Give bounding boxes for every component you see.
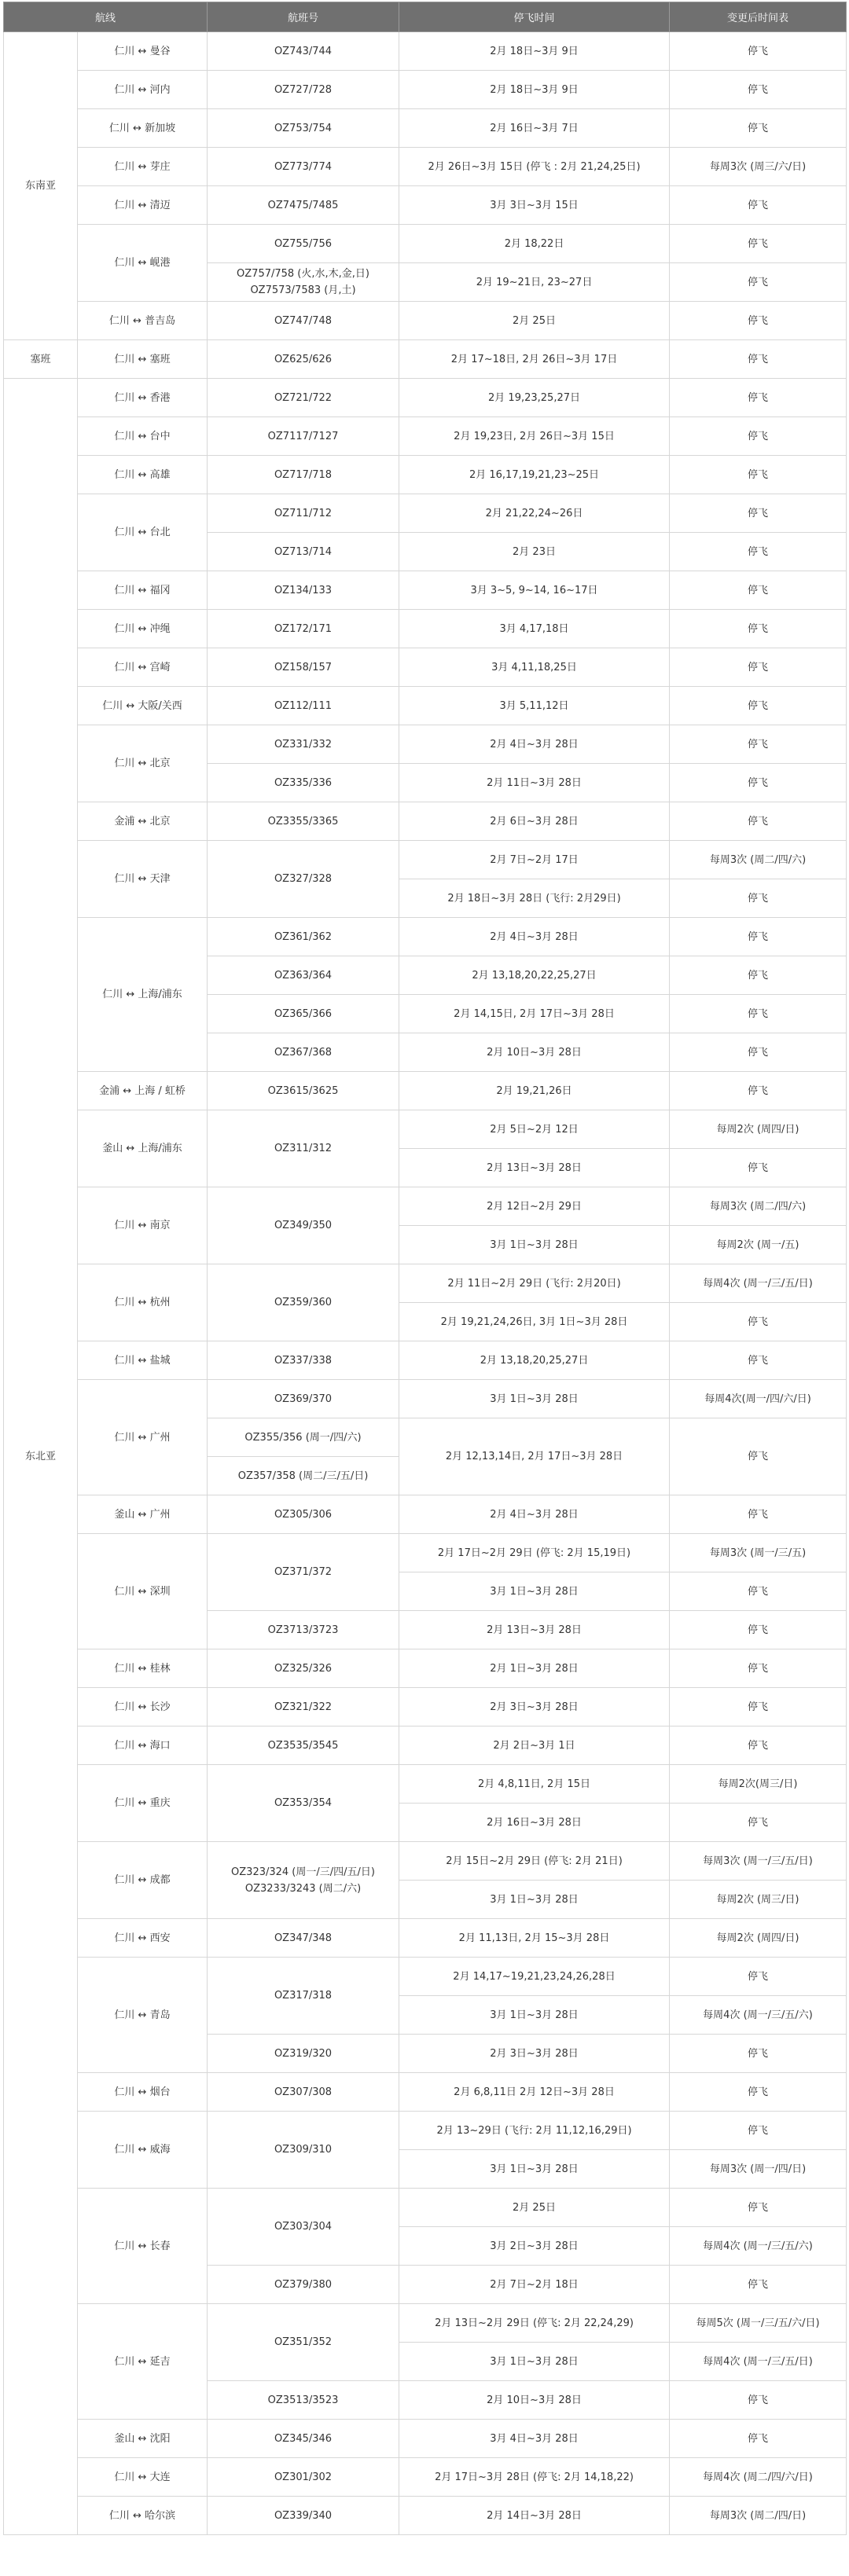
route-cell: 仁川 ↔ 杭州 bbox=[78, 1264, 208, 1341]
flight-number-cell: OZ158/157 bbox=[208, 648, 399, 687]
route-cell: 仁川 ↔ 新加坡 bbox=[78, 109, 208, 148]
schedule-cell: 停飞 bbox=[670, 456, 847, 494]
schedule-cell: 停飞 bbox=[670, 687, 847, 725]
schedule-cell: 每周2次(周三/日) bbox=[670, 1765, 847, 1804]
schedule-cell: 每周2次 (周一/五) bbox=[670, 1226, 847, 1264]
suspension-period-cell: 2月 11,13日, 2月 15~3月 28日 bbox=[399, 1919, 670, 1958]
suspension-period-cell: 2月 15日~2月 29日 (停飞: 2月 21日) bbox=[399, 1842, 670, 1881]
flight-number-cell: OZ3513/3523 bbox=[208, 2381, 399, 2420]
suspension-period-cell: 2月 19,23日, 2月 26日~3月 15日 bbox=[399, 417, 670, 456]
suspension-period-cell: 2月 6日~3月 28日 bbox=[399, 802, 670, 841]
table-row bbox=[4, 109, 847, 148]
route-cell: 金浦 ↔ 北京 bbox=[78, 802, 208, 841]
table-row bbox=[4, 802, 847, 841]
region-cell: 东北亚 bbox=[4, 379, 78, 2535]
schedule-cell: 停飞 bbox=[670, 918, 847, 956]
suspension-period-cell: 3月 3日~3月 15日 bbox=[399, 186, 670, 225]
schedule-cell: 停飞 bbox=[670, 2266, 847, 2304]
suspension-period-cell: 2月 14,15日, 2月 17日~3月 28日 bbox=[399, 995, 670, 1033]
flight-number-cell: OZ3355/3365 bbox=[208, 802, 399, 841]
schedule-cell: 停飞 bbox=[670, 263, 847, 302]
suspension-period-cell: 2月 17~18日, 2月 26日~3月 17日 bbox=[399, 340, 670, 379]
table-row bbox=[4, 494, 847, 533]
suspension-period-cell: 3月 5,11,12日 bbox=[399, 687, 670, 725]
table-row bbox=[4, 841, 847, 879]
flight-number-cell: OZ305/306 bbox=[208, 1495, 399, 1534]
schedule-cell: 停飞 bbox=[670, 494, 847, 533]
suspension-period-cell: 2月 23日 bbox=[399, 533, 670, 571]
schedule-cell: 停飞 bbox=[670, 71, 847, 109]
flight-number-cell: OZ349/350 bbox=[208, 1187, 399, 1264]
schedule-cell: 停飞 bbox=[670, 1033, 847, 1072]
schedule-cell: 停飞 bbox=[670, 417, 847, 456]
schedule-cell: 停飞 bbox=[670, 1149, 847, 1187]
flight-number-cell: OZ365/366 bbox=[208, 995, 399, 1033]
schedule-cell: 停飞 bbox=[670, 1649, 847, 1688]
suspension-period-cell: 2月 5日~2月 12日 bbox=[399, 1110, 670, 1149]
flight-number-cell: OZ727/728 bbox=[208, 71, 399, 109]
flight-number-cell: OZ3615/3625 bbox=[208, 1072, 399, 1110]
table-row bbox=[4, 1919, 847, 1958]
route-cell: 仁川 ↔ 芽庄 bbox=[78, 148, 208, 186]
table-row bbox=[4, 1341, 847, 1380]
table-row bbox=[4, 648, 847, 687]
schedule-cell: 停飞 bbox=[670, 764, 847, 802]
header-route: 航线 bbox=[4, 2, 208, 32]
route-cell: 仁川 ↔ 成都 bbox=[78, 1842, 208, 1919]
suspension-period-cell: 3月 1日~3月 28日 bbox=[399, 1380, 670, 1418]
table-row bbox=[4, 2497, 847, 2535]
route-cell: 仁川 ↔ 长沙 bbox=[78, 1688, 208, 1727]
flight-number-cell: OZ711/712 bbox=[208, 494, 399, 533]
schedule-cell: 停飞 bbox=[670, 533, 847, 571]
flight-number-cell: OZ345/346 bbox=[208, 2420, 399, 2458]
suspension-period-cell: 2月 21,22,24~26日 bbox=[399, 494, 670, 533]
route-cell: 仁川 ↔ 台北 bbox=[78, 494, 208, 571]
suspension-period-cell: 2月 13日~2月 29日 (停飞: 2月 22,24,29) bbox=[399, 2304, 670, 2343]
route-cell: 仁川 ↔ 宫崎 bbox=[78, 648, 208, 687]
table-row bbox=[4, 302, 847, 340]
schedule-body bbox=[4, 32, 847, 2535]
flight-number-cell: OZ335/336 bbox=[208, 764, 399, 802]
route-cell: 仁川 ↔ 大连 bbox=[78, 2458, 208, 2497]
schedule-cell: 每周3次 (周一/四/日) bbox=[670, 2150, 847, 2189]
flight-number-cell: OZ625/626 bbox=[208, 340, 399, 379]
suspension-period-cell: 2月 11日~3月 28日 bbox=[399, 764, 670, 802]
schedule-cell: 停飞 bbox=[670, 956, 847, 995]
suspension-period-cell: 2月 19~21日, 23~27日 bbox=[399, 263, 670, 302]
schedule-cell: 停飞 bbox=[670, 32, 847, 71]
header-new-schedule: 变更后时间表 bbox=[670, 2, 847, 32]
table-row bbox=[4, 1649, 847, 1688]
suspension-period-cell: 2月 3日~3月 28日 bbox=[399, 2035, 670, 2073]
suspension-period-cell: 3月 1日~3月 28日 bbox=[399, 1572, 670, 1611]
suspension-period-cell: 3月 4,17,18日 bbox=[399, 610, 670, 648]
flight-number-cell: OZ753/754 bbox=[208, 109, 399, 148]
schedule-cell: 停飞 bbox=[670, 186, 847, 225]
table-row bbox=[4, 186, 847, 225]
schedule-cell: 停飞 bbox=[670, 1727, 847, 1765]
flight-number-cell: OZ172/171 bbox=[208, 610, 399, 648]
route-cell: 仁川 ↔ 青岛 bbox=[78, 1958, 208, 2073]
suspension-period-cell: 2月 1日~3月 28日 bbox=[399, 1649, 670, 1688]
schedule-cell: 停飞 bbox=[670, 1341, 847, 1380]
schedule-cell: 停飞 bbox=[670, 2420, 847, 2458]
flight-number-cell: OZ303/304 bbox=[208, 2189, 399, 2266]
table-row bbox=[4, 2304, 847, 2343]
schedule-cell: 停飞 bbox=[670, 571, 847, 610]
schedule-cell: 每周3次 (周一/三/五/日) bbox=[670, 1842, 847, 1881]
flight-number-cell: OZ755/756 bbox=[208, 225, 399, 263]
suspension-period-cell: 2月 16日~3月 7日 bbox=[399, 109, 670, 148]
route-cell: 仁川 ↔ 深圳 bbox=[78, 1534, 208, 1649]
suspension-period-cell: 2月 25日 bbox=[399, 302, 670, 340]
schedule-cell: 停飞 bbox=[670, 302, 847, 340]
schedule-cell: 每周4次 (周一/三/五/六) bbox=[670, 2227, 847, 2266]
schedule-cell: 停飞 bbox=[670, 995, 847, 1033]
route-cell: 仁川 ↔ 威海 bbox=[78, 2112, 208, 2189]
suspension-period-cell: 3月 4日~3月 28日 bbox=[399, 2420, 670, 2458]
table-row bbox=[4, 32, 847, 71]
table-row bbox=[4, 1264, 847, 1303]
suspension-period-cell: 2月 2日~3月 1日 bbox=[399, 1727, 670, 1765]
schedule-cell: 停飞 bbox=[670, 802, 847, 841]
flight-number-cell: OZ112/111 bbox=[208, 687, 399, 725]
schedule-cell: 停飞 bbox=[670, 1303, 847, 1341]
route-cell: 仁川 ↔ 大阪/关西 bbox=[78, 687, 208, 725]
flight-number-cell: OZ361/362 bbox=[208, 918, 399, 956]
suspension-period-cell: 2月 13日~3月 28日 bbox=[399, 1611, 670, 1649]
flight-number-cell: OZ307/308 bbox=[208, 2073, 399, 2112]
table-row bbox=[4, 2189, 847, 2227]
route-cell: 仁川 ↔ 香港 bbox=[78, 379, 208, 417]
flight-number-cell: OZ323/324 (周一/三/四/五/日) OZ3233/3243 (周二/六) bbox=[208, 1842, 399, 1919]
header-row bbox=[4, 2, 847, 32]
schedule-cell: 每周2次 (周三/日) bbox=[670, 1881, 847, 1919]
route-cell: 仁川 ↔ 台中 bbox=[78, 417, 208, 456]
suspension-period-cell: 2月 13日~3月 28日 bbox=[399, 1149, 670, 1187]
suspension-period-cell: 2月 18日~3月 9日 bbox=[399, 71, 670, 109]
flight-number-cell: OZ321/322 bbox=[208, 1688, 399, 1727]
route-cell: 仁川 ↔ 普吉岛 bbox=[78, 302, 208, 340]
route-cell: 仁川 ↔ 广州 bbox=[78, 1380, 208, 1495]
table-row bbox=[4, 687, 847, 725]
schedule-cell: 停飞 bbox=[670, 2189, 847, 2227]
table-row bbox=[4, 1765, 847, 1804]
schedule-cell: 停飞 bbox=[670, 2381, 847, 2420]
suspension-period-cell: 2月 10日~3月 28日 bbox=[399, 2381, 670, 2420]
schedule-cell: 停飞 bbox=[670, 1958, 847, 1996]
schedule-cell: 停飞 bbox=[670, 725, 847, 764]
schedule-cell: 停飞 bbox=[670, 2073, 847, 2112]
suspension-period-cell: 2月 3日~3月 28日 bbox=[399, 1688, 670, 1727]
table-row bbox=[4, 1072, 847, 1110]
flight-number-cell: OZ353/354 bbox=[208, 1765, 399, 1842]
flight-number-cell: OZ379/380 bbox=[208, 2266, 399, 2304]
suspension-period-cell: 2月 4日~3月 28日 bbox=[399, 725, 670, 764]
route-cell: 仁川 ↔ 南京 bbox=[78, 1187, 208, 1264]
schedule-cell: 停飞 bbox=[670, 1611, 847, 1649]
suspension-period-cell: 2月 12,13,14日, 2月 17日~3月 28日 bbox=[399, 1418, 670, 1495]
flight-number-cell: OZ351/352 bbox=[208, 2304, 399, 2381]
table-row bbox=[4, 340, 847, 379]
flight-number-cell: OZ7117/7127 bbox=[208, 417, 399, 456]
table-row bbox=[4, 1727, 847, 1765]
flight-number-cell: OZ325/326 bbox=[208, 1649, 399, 1688]
flight-number-cell: OZ367/368 bbox=[208, 1033, 399, 1072]
flight-number-cell: OZ327/328 bbox=[208, 841, 399, 918]
flight-number-cell: OZ337/338 bbox=[208, 1341, 399, 1380]
table-row bbox=[4, 1842, 847, 1881]
suspension-period-cell: 2月 19,23,25,27日 bbox=[399, 379, 670, 417]
suspension-period-cell: 3月 1日~3月 28日 bbox=[399, 2343, 670, 2381]
flight-number-cell: OZ339/340 bbox=[208, 2497, 399, 2535]
schedule-cell: 每周3次 (周三/六/日) bbox=[670, 148, 847, 186]
suspension-period-cell: 3月 1日~3月 28日 bbox=[399, 1881, 670, 1919]
route-cell: 仁川 ↔ 烟台 bbox=[78, 2073, 208, 2112]
suspension-period-cell: 2月 14,17~19,21,23,24,26,28日 bbox=[399, 1958, 670, 1996]
suspension-period-cell: 3月 1日~3月 28日 bbox=[399, 2150, 670, 2189]
flight-number-cell: OZ371/372 bbox=[208, 1534, 399, 1611]
schedule-cell: 停飞 bbox=[670, 1072, 847, 1110]
flight-number-cell: OZ301/302 bbox=[208, 2458, 399, 2497]
suspension-period-cell: 3月 1日~3月 28日 bbox=[399, 1226, 670, 1264]
suspension-period-cell: 2月 16,17,19,21,23~25日 bbox=[399, 456, 670, 494]
table-row bbox=[4, 1380, 847, 1418]
route-cell: 仁川 ↔ 桂林 bbox=[78, 1649, 208, 1688]
suspension-period-cell: 2月 18日~3月 28日 (飞行: 2月29日) bbox=[399, 879, 670, 918]
route-cell: 仁川 ↔ 重庆 bbox=[78, 1765, 208, 1842]
route-cell: 仁川 ↔ 福冈 bbox=[78, 571, 208, 610]
table-row bbox=[4, 725, 847, 764]
route-cell: 仁川 ↔ 长春 bbox=[78, 2189, 208, 2304]
suspension-period-cell: 2月 11日~2月 29日 (飞行: 2月20日) bbox=[399, 1264, 670, 1303]
flight-number-cell: OZ347/348 bbox=[208, 1919, 399, 1958]
route-cell: 仁川 ↔ 岘港 bbox=[78, 225, 208, 302]
route-cell: 釜山 ↔ 上海/浦东 bbox=[78, 1110, 208, 1187]
flight-number-cell: OZ743/744 bbox=[208, 32, 399, 71]
flight-number-cell: OZ357/358 (周二/三/五/日) bbox=[208, 1457, 399, 1495]
schedule-cell: 停飞 bbox=[670, 1572, 847, 1611]
schedule-cell: 停飞 bbox=[670, 1804, 847, 1842]
route-cell: 仁川 ↔ 河内 bbox=[78, 71, 208, 109]
table-row bbox=[4, 1187, 847, 1226]
schedule-cell: 停飞 bbox=[670, 1418, 847, 1495]
flight-number-cell: OZ311/312 bbox=[208, 1110, 399, 1187]
suspension-period-cell: 2月 16日~3月 28日 bbox=[399, 1804, 670, 1842]
suspension-period-cell: 2月 13,18,20,25,27日 bbox=[399, 1341, 670, 1380]
schedule-cell: 每周2次 (周四/日) bbox=[670, 1110, 847, 1149]
region-cell: 东南亚 bbox=[4, 32, 78, 340]
schedule-cell: 停飞 bbox=[670, 610, 847, 648]
route-cell: 仁川 ↔ 塞班 bbox=[78, 340, 208, 379]
suspension-period-cell: 2月 14日~3月 28日 bbox=[399, 2497, 670, 2535]
schedule-cell: 停飞 bbox=[670, 379, 847, 417]
suspension-period-cell: 3月 3~5, 9~14, 16~17日 bbox=[399, 571, 670, 610]
schedule-cell: 停飞 bbox=[670, 879, 847, 918]
table-row bbox=[4, 1688, 847, 1727]
flight-number-cell: OZ309/310 bbox=[208, 2112, 399, 2189]
schedule-cell: 每周4次 (周一/三/五/日) bbox=[670, 1264, 847, 1303]
flight-number-cell: OZ747/748 bbox=[208, 302, 399, 340]
schedule-cell: 每周3次 (周二/四/六) bbox=[670, 1187, 847, 1226]
schedule-cell: 每周4次 (周二/四/六/日) bbox=[670, 2458, 847, 2497]
table-row bbox=[4, 379, 847, 417]
flight-number-cell: OZ757/758 (火,水,木,金,日) OZ7573/7583 (月,土) bbox=[208, 263, 399, 302]
suspension-period-cell: 2月 4,8,11日, 2月 15日 bbox=[399, 1765, 670, 1804]
header-suspension-period: 停飞时间 bbox=[399, 2, 670, 32]
suspension-period-cell: 2月 7日~2月 17日 bbox=[399, 841, 670, 879]
schedule-cell: 停飞 bbox=[670, 1688, 847, 1727]
flight-number-cell: OZ773/774 bbox=[208, 148, 399, 186]
table-row bbox=[4, 225, 847, 263]
table-row bbox=[4, 1495, 847, 1534]
suspension-period-cell: 2月 12日~2月 29日 bbox=[399, 1187, 670, 1226]
schedule-cell: 停飞 bbox=[670, 109, 847, 148]
table-row bbox=[4, 610, 847, 648]
suspension-period-cell: 2月 26日~3月 15日 (停飞 : 2月 21,24,25日) bbox=[399, 148, 670, 186]
route-cell: 金浦 ↔ 上海 / 虹桥 bbox=[78, 1072, 208, 1110]
table-row bbox=[4, 71, 847, 109]
schedule-cell: 每周4次 (周一/三/五/六) bbox=[670, 1996, 847, 2035]
route-cell: 仁川 ↔ 高雄 bbox=[78, 456, 208, 494]
schedule-cell: 停飞 bbox=[670, 2035, 847, 2073]
table-row bbox=[4, 918, 847, 956]
route-cell: 仁川 ↔ 西安 bbox=[78, 1919, 208, 1958]
table-row bbox=[4, 571, 847, 610]
flight-number-cell: OZ721/722 bbox=[208, 379, 399, 417]
table-row bbox=[4, 417, 847, 456]
flight-number-cell: OZ317/318 bbox=[208, 1958, 399, 2035]
flight-number-cell: OZ363/364 bbox=[208, 956, 399, 995]
table-row bbox=[4, 2112, 847, 2150]
route-cell: 仁川 ↔ 盐城 bbox=[78, 1341, 208, 1380]
flight-number-cell: OZ3535/3545 bbox=[208, 1727, 399, 1765]
region-cell: 塞班 bbox=[4, 340, 78, 379]
schedule-cell: 每周5次 (周一/三/五/六/日) bbox=[670, 2304, 847, 2343]
route-cell: 仁川 ↔ 曼谷 bbox=[78, 32, 208, 71]
suspension-period-cell: 2月 18日~3月 9日 bbox=[399, 32, 670, 71]
flight-number-cell: OZ717/718 bbox=[208, 456, 399, 494]
suspension-period-cell: 2月 13,18,20,22,25,27日 bbox=[399, 956, 670, 995]
flight-number-cell: OZ319/320 bbox=[208, 2035, 399, 2073]
schedule-cell: 每周2次 (周四/日) bbox=[670, 1919, 847, 1958]
schedule-cell: 停飞 bbox=[670, 225, 847, 263]
route-cell: 釜山 ↔ 沈阳 bbox=[78, 2420, 208, 2458]
route-cell: 仁川 ↔ 延吉 bbox=[78, 2304, 208, 2420]
schedule-cell: 每周3次 (周一/三/五) bbox=[670, 1534, 847, 1572]
schedule-cell: 停飞 bbox=[670, 340, 847, 379]
suspension-period-cell: 2月 4日~3月 28日 bbox=[399, 1495, 670, 1534]
suspension-period-cell: 2月 19,21,26日 bbox=[399, 1072, 670, 1110]
route-cell: 仁川 ↔ 天津 bbox=[78, 841, 208, 918]
suspension-period-cell: 2月 13~29日 (飞行: 2月 11,12,16,29日) bbox=[399, 2112, 670, 2150]
table-row bbox=[4, 456, 847, 494]
route-cell: 仁川 ↔ 清迈 bbox=[78, 186, 208, 225]
suspension-period-cell: 3月 4,11,18,25日 bbox=[399, 648, 670, 687]
table-row bbox=[4, 2458, 847, 2497]
schedule-cell: 停飞 bbox=[670, 2112, 847, 2150]
table-row bbox=[4, 2420, 847, 2458]
flight-schedule-table bbox=[3, 2, 847, 2535]
suspension-period-cell: 2月 18,22日 bbox=[399, 225, 670, 263]
flight-number-cell: OZ369/370 bbox=[208, 1380, 399, 1418]
table-row bbox=[4, 1534, 847, 1572]
route-cell: 釜山 ↔ 广州 bbox=[78, 1495, 208, 1534]
suspension-period-cell: 2月 6,8,11日 2月 12日~3月 28日 bbox=[399, 2073, 670, 2112]
schedule-cell: 停飞 bbox=[670, 1495, 847, 1534]
suspension-period-cell: 2月 10日~3月 28日 bbox=[399, 1033, 670, 1072]
route-cell: 仁川 ↔ 海口 bbox=[78, 1727, 208, 1765]
suspension-period-cell: 2月 19,21,24,26日, 3月 1日~3月 28日 bbox=[399, 1303, 670, 1341]
flight-number-cell: OZ355/356 (周一/四/六) bbox=[208, 1418, 399, 1457]
route-cell: 仁川 ↔ 冲绳 bbox=[78, 610, 208, 648]
table-row bbox=[4, 1958, 847, 1996]
flight-number-cell: OZ7475/7485 bbox=[208, 186, 399, 225]
schedule-cell: 每周4次 (周一/三/五/日) bbox=[670, 2343, 847, 2381]
route-cell: 仁川 ↔ 上海/浦东 bbox=[78, 918, 208, 1072]
route-cell: 仁川 ↔ 北京 bbox=[78, 725, 208, 802]
suspension-period-cell: 2月 4日~3月 28日 bbox=[399, 918, 670, 956]
suspension-period-cell: 3月 1日~3月 28日 bbox=[399, 1996, 670, 2035]
suspension-period-cell: 3月 2日~3月 28日 bbox=[399, 2227, 670, 2266]
header-flight-number: 航班号 bbox=[208, 2, 399, 32]
flight-number-cell: OZ713/714 bbox=[208, 533, 399, 571]
flight-number-cell: OZ359/360 bbox=[208, 1264, 399, 1341]
table-row bbox=[4, 2073, 847, 2112]
table-row bbox=[4, 148, 847, 186]
table-row bbox=[4, 1110, 847, 1149]
suspension-period-cell: 2月 25日 bbox=[399, 2189, 670, 2227]
flight-number-cell: OZ3713/3723 bbox=[208, 1611, 399, 1649]
suspension-period-cell: 2月 17日~3月 28日 (停飞: 2月 14,18,22) bbox=[399, 2458, 670, 2497]
schedule-cell: 每周3次 (周二/四/日) bbox=[670, 2497, 847, 2535]
route-cell: 仁川 ↔ 哈尔滨 bbox=[78, 2497, 208, 2535]
flight-number-cell: OZ331/332 bbox=[208, 725, 399, 764]
schedule-cell: 停飞 bbox=[670, 648, 847, 687]
suspension-period-cell: 2月 17日~2月 29日 (停飞: 2月 15,19日) bbox=[399, 1534, 670, 1572]
schedule-cell: 每周4次(周一/四/六/日) bbox=[670, 1380, 847, 1418]
suspension-period-cell: 2月 7日~2月 18日 bbox=[399, 2266, 670, 2304]
flight-number-cell: OZ134/133 bbox=[208, 571, 399, 610]
schedule-cell: 每周3次 (周二/四/六) bbox=[670, 841, 847, 879]
